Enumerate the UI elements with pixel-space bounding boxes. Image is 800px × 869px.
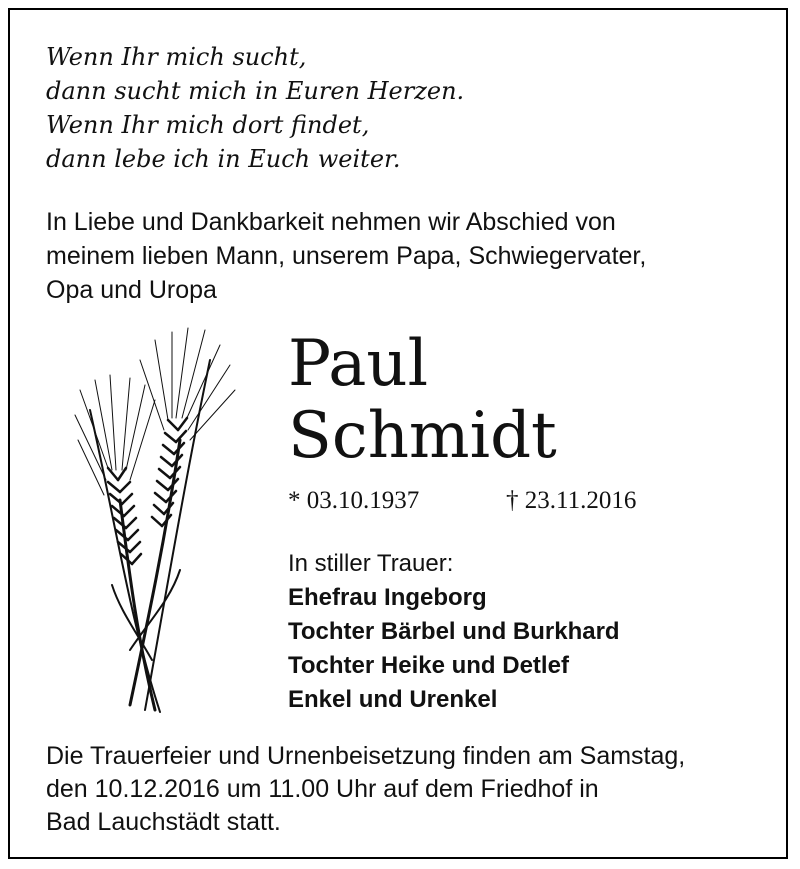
- poem-line: Wenn Ihr mich dort findet,: [46, 111, 370, 139]
- mourners: [288, 547, 620, 717]
- mourner-entry: Enkel und Urenkel: [288, 686, 498, 713]
- intro-line: In Liebe und Dankbarkeit nehmen wir Abschied von: [46, 208, 616, 236]
- service-line: Die Trauerfeier und Urnenbeisetzung finden am Samstag,: [46, 742, 686, 770]
- intro-line: meinem lieben Mann, unserem Papa, Schwiegervater,: [46, 242, 647, 270]
- mourner-entry: Tochter Bärbel und Burkhard: [288, 618, 620, 645]
- poem-line: dann sucht mich in Euren Herzen.: [46, 77, 465, 105]
- first-name: Paul: [288, 327, 429, 401]
- death-date: † 23.11.2016: [506, 487, 637, 514]
- farewell-intro: [46, 205, 766, 307]
- mourner-entry: Ehefrau Ingeborg: [288, 584, 487, 611]
- obituary-frame: [8, 8, 788, 859]
- last-name: Schmidt: [288, 399, 557, 473]
- service-line: Bad Lauchstädt statt.: [46, 808, 281, 836]
- poem: [46, 40, 464, 176]
- wheat-ears-icon: [60, 320, 240, 720]
- life-dates: [288, 484, 708, 518]
- mourner-entry: Tochter Heike und Detlef: [288, 652, 569, 679]
- birth-date: * 03.10.1937: [288, 487, 420, 514]
- mourners-heading: In stiller Trauer:: [288, 550, 454, 577]
- service-line: den 10.12.2016 um 11.00 Uhr auf dem Friedhof in: [46, 775, 599, 803]
- service-info: [46, 740, 776, 839]
- poem-line: dann lebe ich in Euch weiter.: [46, 145, 401, 173]
- intro-line: Opa und Uropa: [46, 276, 217, 304]
- poem-line: Wenn Ihr mich sucht,: [46, 43, 307, 71]
- deceased-name: [288, 328, 557, 472]
